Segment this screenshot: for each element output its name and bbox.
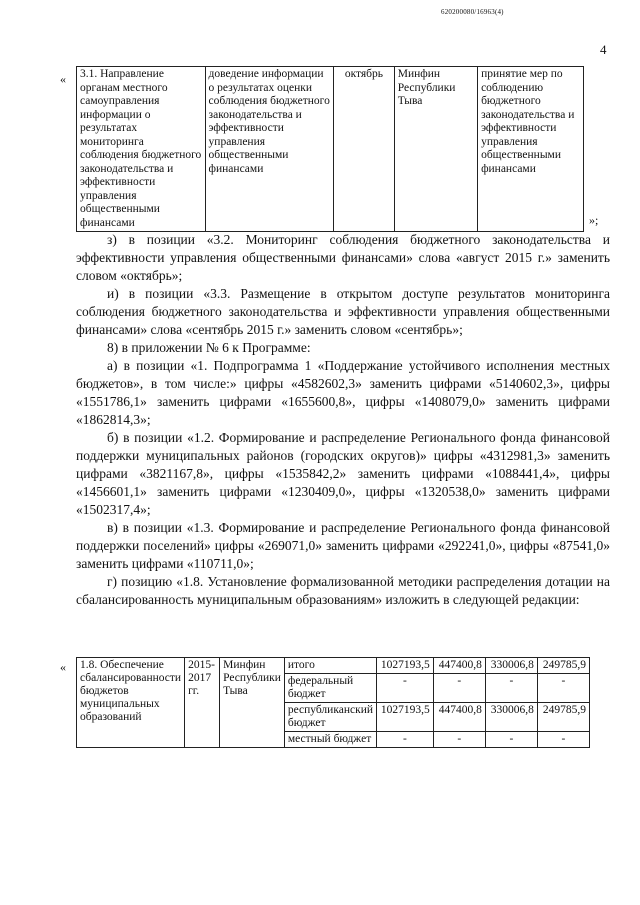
value-cell: 249785,9 — [537, 703, 589, 732]
value-cell: 1027193,5 — [377, 703, 434, 732]
value-cell: - — [485, 732, 537, 748]
document-body — [76, 231, 610, 609]
source-cell: местный бюджет — [284, 732, 376, 748]
value-cell: - — [485, 674, 537, 703]
value-cell: - — [377, 674, 434, 703]
value-cell: 447400,8 — [433, 658, 485, 674]
paragraph: г) позицию «1.8. Установление формализованной методики распределения дотации на сбалансированность муниципальным образованиям» изложить в следующей редакции: — [76, 574, 610, 607]
closing-quote: »; — [589, 213, 599, 227]
page-number: 4 — [600, 42, 607, 57]
document-code: 620200080/16963(4) — [441, 8, 504, 16]
table-cell: принятие мер по соблюдению бюджетного законодательства и эффективности управления общественными финансами — [478, 67, 584, 232]
executor-cell: Минфин Республики Тыва — [220, 658, 285, 748]
table-cell: октябрь — [334, 67, 395, 232]
table-row — [77, 658, 590, 674]
period-cell: 2015-2017 гг. — [185, 658, 220, 748]
measure-name-cell: 1.8. Обеспечение сбалансированности бюджетов муниципальных образований — [77, 658, 185, 748]
opening-quote: « — [60, 660, 66, 674]
table-row — [77, 67, 584, 232]
value-cell: - — [377, 732, 434, 748]
paragraph: в) в позиции «1.3. Формирование и распределение Регионального фонда финансовой поддержки поселений» цифры «269071,0» заменить цифрами «292241,0», цифры «87541,0» заменить цифрами «110711,0»; — [76, 520, 610, 571]
paragraph: а) в позиции «1. Подпрограмма 1 «Поддержание устойчивого исполнения местных бюджетов», в том числе:» цифры «4582602,3» заменить цифрами «5140602,3», цифры «1551786,1» заменить цифрами «1655600,8», цифры «1408079,0» заменить цифрами «1862814,3»; — [76, 358, 610, 427]
value-cell: - — [537, 674, 589, 703]
source-cell: федеральный бюджет — [284, 674, 376, 703]
table-cell: 3.1. Направление органам местного самоуправления информации о результатах мониторинга соблюдения бюджетного законодательства и эффективности управления общественными финансами — [77, 67, 206, 232]
table-cell: Минфин Республики Тыва — [394, 67, 477, 232]
table-cell: доведение информации о результатах оценки соблюдения бюджетного законодательства и эффективности управления общественными финансами — [205, 67, 334, 232]
source-cell: республиканский бюджет — [284, 703, 376, 732]
paragraph: б) в позиции «1.2. Формирование и распределение Регионального фонда финансовой поддержки муниципальных районов (городских округов)» цифры «4312981,3» заменить цифрами «3821167,8», цифры «1535842,2» заменить цифрами «1088441,4», цифры «1456601,1» заменить цифрами «1230409,0», цифры «1320538,0» заменить цифрами «1502317,4»; — [76, 430, 610, 517]
value-cell: 447400,8 — [433, 703, 485, 732]
value-cell: 1027193,5 — [377, 658, 434, 674]
paragraph: з) в позиции «3.2. Мониторинг соблюдения бюджетного законодательства и эффективности управления общественными финансами» слова «август 2015 г.» заменить словом «октябрь»; — [76, 232, 610, 283]
opening-quote: « — [60, 72, 66, 86]
value-cell: 330006,8 — [485, 658, 537, 674]
value-cell: - — [537, 732, 589, 748]
source-cell: итого — [284, 658, 376, 674]
value-cell: - — [433, 674, 485, 703]
paragraph: 8) в приложении № 6 к Программе: — [107, 340, 311, 355]
value-cell: - — [433, 732, 485, 748]
financing-table — [76, 657, 590, 748]
value-cell: 330006,8 — [485, 703, 537, 732]
value-cell: 249785,9 — [537, 658, 589, 674]
paragraph: и) в позиции «3.3. Размещение в открытом доступе результатов мониторинга соблюдения бюджетного законодательства и эффективности управления общественными финансами» слова «сентябрь 2015 г.» заменить словом «сентябрь»; — [76, 286, 610, 337]
plan-table-fragment — [76, 66, 584, 232]
